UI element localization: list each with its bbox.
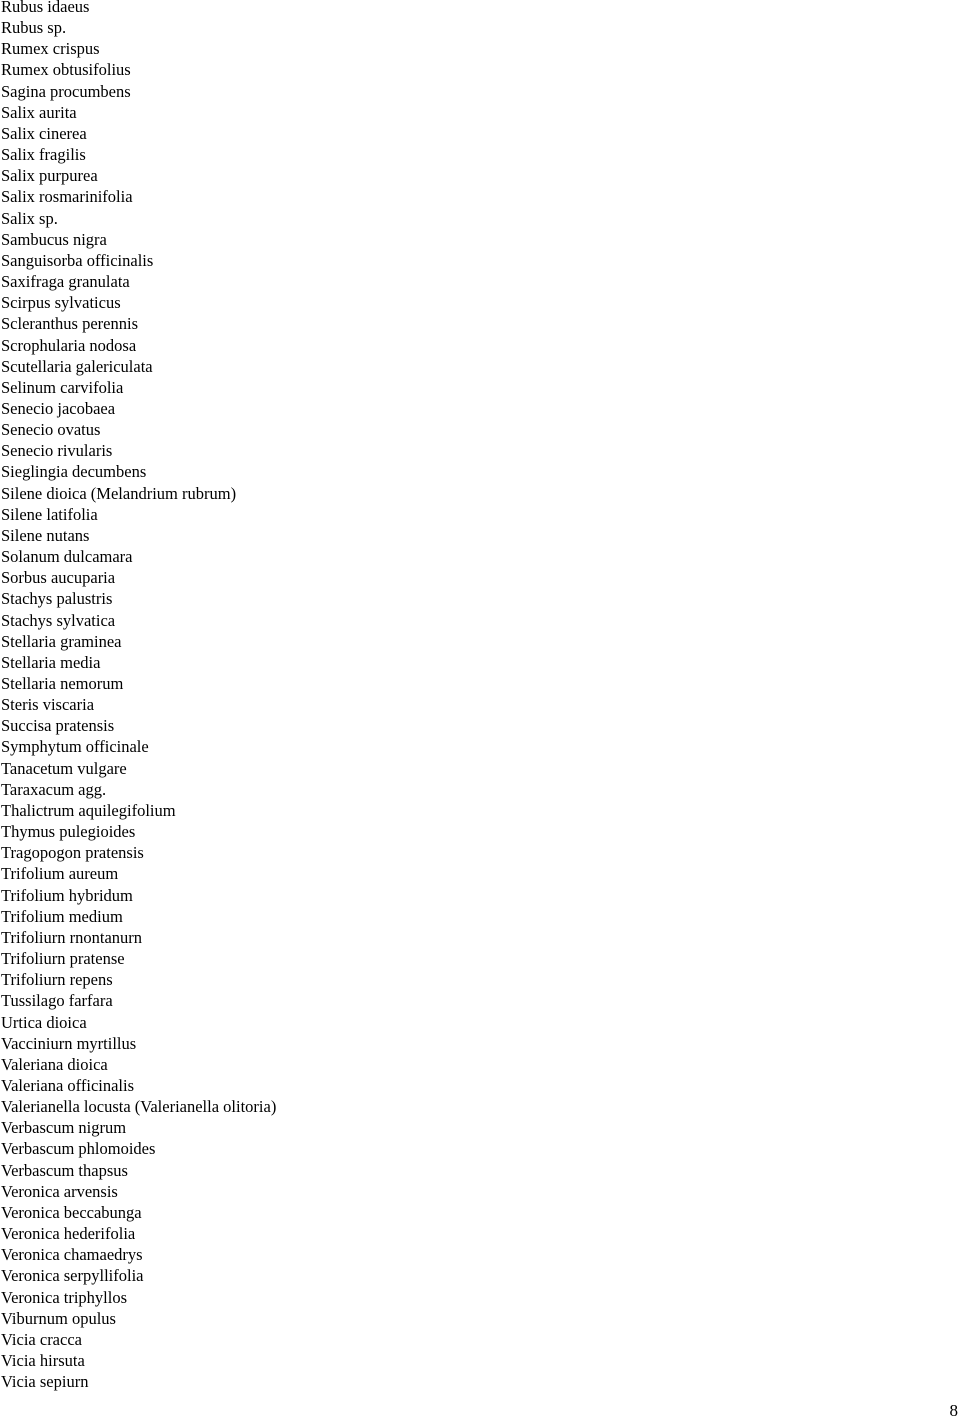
species-item: Scutellaria galericulata [1,356,153,376]
species-item: Trifolium hybridum [1,885,133,905]
species-item: Trifoliurn repens [1,970,113,990]
species-item: Trifolium medium [1,906,123,926]
species-item: Salix sp. [1,208,58,228]
species-item: Tragopogon pratensis [1,843,144,863]
species-item: Rubus sp. [1,18,67,38]
species-item: Valeriana dioica [1,1054,108,1074]
species-item: Silene dioica (Melandrium rubrum) [1,483,237,503]
species-item: Salix fragilis [1,145,86,165]
species-item: Salix rosmarinifolia [1,187,133,207]
species-item: Tussilago farfara [1,991,113,1011]
species-item: Stellaria graminea [1,631,122,651]
species-item: Vicia sepiurn [1,1372,89,1392]
species-item: Sambucus nigra [1,229,107,249]
species-item: Viburnum opulus [1,1308,116,1328]
species-item: Valerianella locusta (Valerianella olitoria) [1,1097,277,1117]
species-item: Succisa pratensis [1,716,115,736]
species-item: Salix cinerea [1,123,87,143]
species-item: Stellaria nemorum [1,674,124,693]
species-item: Veronica serpyllifolia [1,1266,144,1286]
species-item: Vicia cracca [1,1329,82,1349]
page-number: 8 [949,1401,958,1420]
species-item: Taraxacum agg. [1,779,107,799]
species-item: Veronica beccabunga [1,1202,142,1222]
species-item: Sieglingia decumbens [1,462,147,482]
species-item: Verbascum thapsus [1,1160,128,1180]
species-item: Silene nutans [1,525,90,545]
species-item: Vacciniurn myrtillus [1,1033,137,1053]
species-item: Rubus idaeus [1,0,90,16]
species-item: Stachys sylvatica [1,610,116,630]
species-item: Trifoliurn pratense [1,949,125,969]
species-item: Saxifraga granulata [1,272,130,292]
species-item: Rumex crispus [1,39,100,59]
species-item: Veronica arvensis [1,1181,118,1201]
species-item: Stachys palustris [1,589,113,609]
species-item: Vicia hirsuta [1,1351,85,1370]
species-item: Scirpus sylvaticus [1,293,121,313]
species-item: Salix purpurea [1,166,98,186]
species-item: Stellaria media [1,652,101,672]
species-item: Tanacetum vulgare [1,758,127,778]
species-item: Valeriana officinalis [1,1075,135,1095]
species-item: Symphytum officinale [1,737,149,757]
species-item: Urtica dioica [1,1012,87,1032]
species-item: Sanguisorba officinalis [1,250,154,270]
species-item: Veronica chamaedrys [1,1245,143,1265]
species-item: Thymus pulegioides [1,822,136,842]
species-list [1,0,276,1392]
species-item: Verbascum phlomoides [1,1139,156,1159]
species-item: Thalictrum aquilegifolium [1,800,176,820]
species-item: Sagina procumbens [1,81,131,101]
species-item: Steris viscaria [1,695,95,715]
species-item: Salix aurita [1,102,77,122]
species-item: Veronica hederifolia [1,1224,136,1244]
species-item: Solanum dulcamara [1,547,133,567]
species-item: Silene latifolia [1,504,98,524]
species-item: Scrophularia nodosa [1,335,137,355]
species-item: Rumex obtusifolius [1,60,131,80]
species-item: Trifoliurn rnontanurn [1,927,143,947]
species-item: Trifolium aureum [1,864,119,884]
species-item: Verbascum nigrum [1,1118,127,1138]
species-item: Sorbus aucuparia [1,568,116,588]
species-item: Scleranthus perennis [1,314,139,334]
species-item: Senecio ovatus [1,420,101,440]
species-item: Senecio jacobaea [1,398,116,418]
species-item: Selinum carvifolia [1,377,124,397]
species-item: Veronica triphyllos [1,1287,128,1307]
species-item: Senecio rivularis [1,441,113,461]
